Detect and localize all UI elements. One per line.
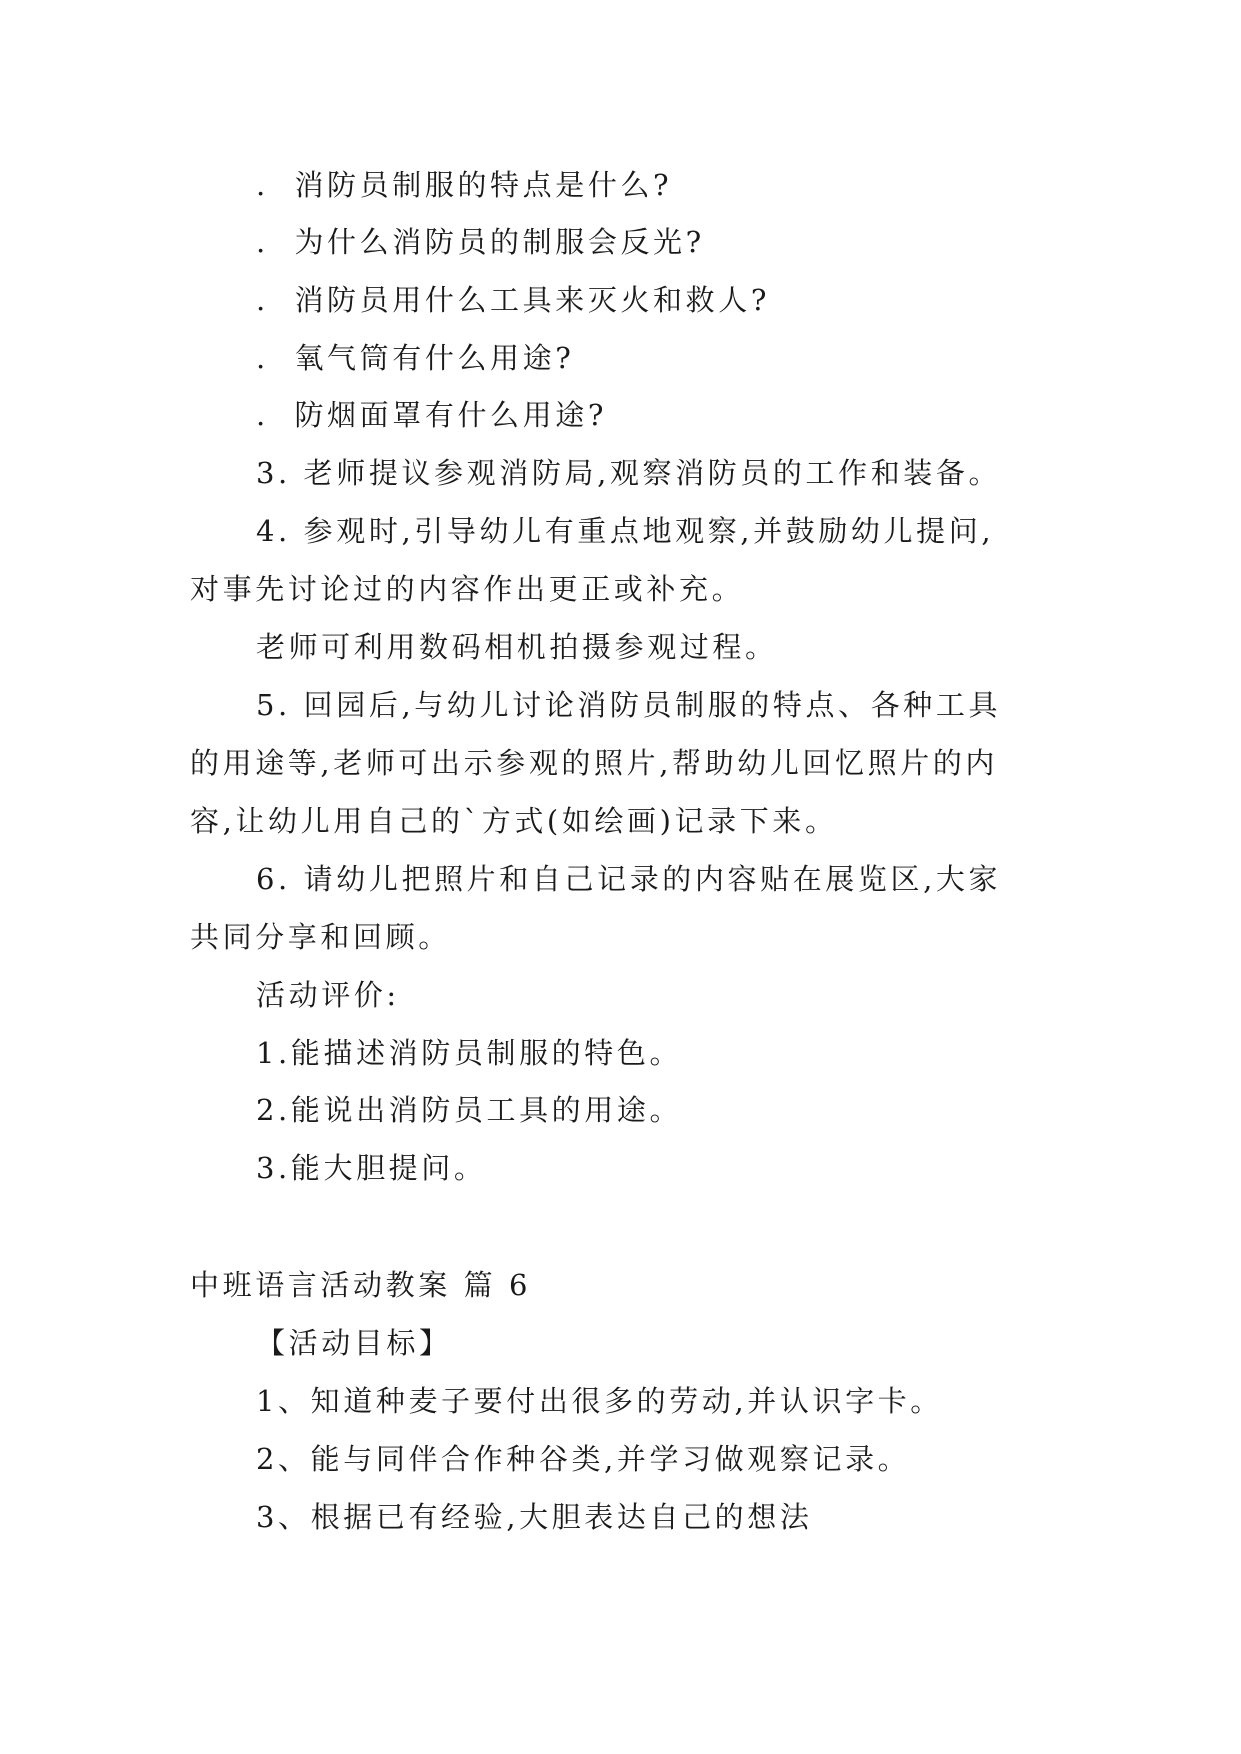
step-6-paragraph-line1: 6. 请幼儿把照片和自己记录的内容贴在展览区,大家 [256, 862, 1002, 896]
question-item-oxygen: . 氧气筒有什么用途? [256, 341, 575, 375]
step-5-paragraph-line1: 5. 回园后,与幼儿讨论消防员制服的特点、各种工具 [256, 688, 1002, 722]
step-5-paragraph-line3: 容,让幼儿用自己的`方式(如绘画)记录下来。 [190, 804, 838, 838]
evaluation-item-2: 2.能说出消防员工具的用途。 [256, 1093, 683, 1127]
question-item-tools: . 消防员用什么工具来灭火和救人? [256, 283, 771, 317]
question-item-uniform: . 消防员制服的特点是什么? [256, 168, 673, 202]
camera-note-paragraph: 老师可利用数码相机拍摄参观过程。 [256, 630, 778, 664]
question-item-reflective: . 为什么消防员的制服会反光? [256, 225, 705, 259]
objective-item-2: 2、能与同伴合作种谷类,并学习做观察记录。 [256, 1442, 911, 1476]
question-item-mask: . 防烟面罩有什么用途? [256, 398, 608, 432]
objective-item-3: 3、根据已有经验,大胆表达自己的想法 [256, 1500, 813, 1534]
step-4-paragraph-line2: 对事先讨论过的内容作出更正或补充。 [190, 572, 745, 606]
step-3-paragraph: 3. 老师提议参观消防局,观察消防员的工作和装备。 [256, 456, 1002, 490]
section-title: 中班语言活动教案 篇 6 [190, 1268, 532, 1302]
evaluation-heading: 活动评价: [256, 978, 400, 1012]
step-6-paragraph-line2: 共同分享和回顾。 [190, 920, 451, 954]
objective-item-1: 1、知道种麦子要付出很多的劳动,并认识字卡。 [256, 1384, 943, 1418]
evaluation-item-3: 3.能大胆提问。 [256, 1151, 487, 1185]
evaluation-item-1: 1.能描述消防员制服的特色。 [256, 1036, 683, 1070]
objectives-heading: 【活动目标】 [256, 1326, 452, 1360]
step-4-paragraph-line1: 4. 参观时,引导幼儿有重点地观察,并鼓励幼儿提问, [256, 514, 995, 548]
step-5-paragraph-line2: 的用途等,老师可出示参观的照片,帮助幼儿回忆照片的内 [190, 746, 999, 780]
